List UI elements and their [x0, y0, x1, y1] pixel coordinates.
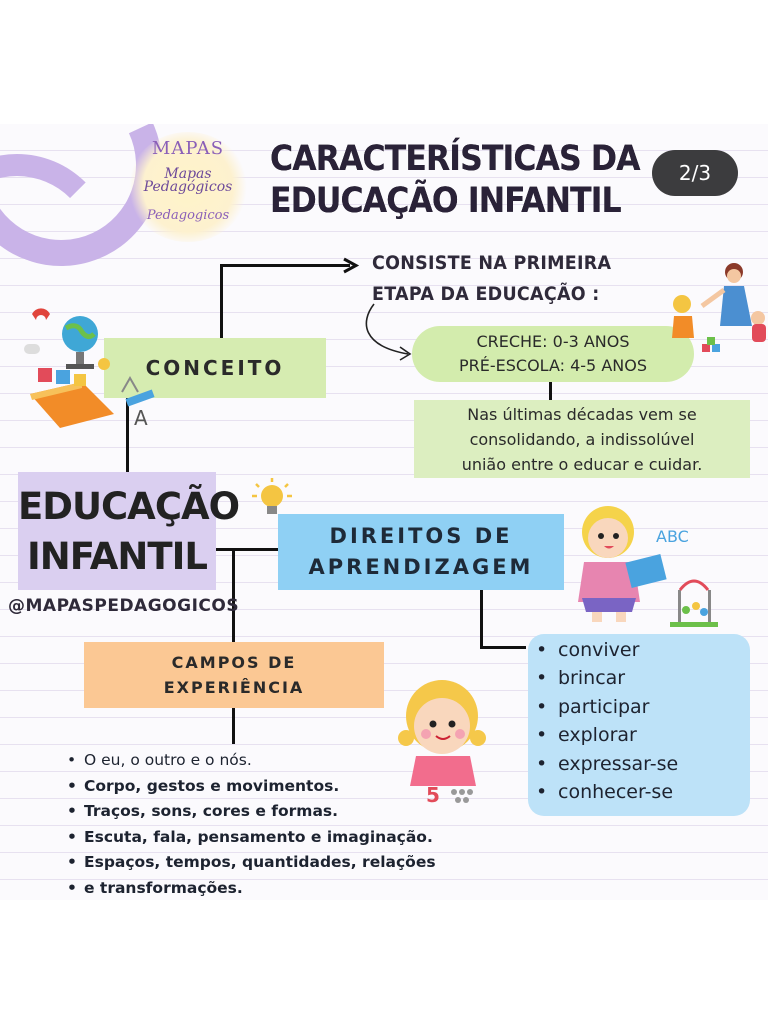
connector: [220, 264, 223, 340]
logo-text-mid-2: Pedagógicos: [143, 179, 233, 195]
concept-note-line-1: Nas últimas décadas vem se: [467, 405, 697, 424]
number-five: 5: [426, 783, 440, 807]
brand-logo: [128, 132, 248, 242]
learning-rights-label-2: APRENDIZAGEM: [308, 555, 534, 579]
infographic-card: [0, 124, 768, 900]
connector: [216, 548, 280, 551]
pencil-icon: [122, 388, 162, 408]
logo-text-top: MAPAS: [151, 138, 225, 159]
reading-child-illustration: [574, 502, 724, 632]
learning-rights-list: [528, 634, 750, 816]
concept-note-box: [414, 400, 750, 478]
list-item: • Corpo, gestos e movimentos.: [66, 774, 526, 800]
central-topic-line-2: INFANTIL: [27, 535, 207, 578]
list-item: • e transformações.: [66, 876, 526, 900]
concept-note-line-3: união entre o educar e cuidar.: [461, 455, 703, 474]
title-line-2: EDUCAÇÃO INFANTIL: [270, 181, 621, 221]
page-indicator-badge: 2/3: [652, 150, 738, 196]
list-item: • conviver: [528, 636, 750, 664]
list-item: • O eu, o outro e o nós.: [66, 748, 526, 774]
concept-note-line-2: consolidando, a indissolúvel: [469, 430, 695, 449]
central-topic-box: [18, 472, 240, 590]
connector: [549, 382, 552, 400]
concept-box: CONCEITO: [104, 338, 326, 398]
connector: [480, 646, 526, 649]
experience-fields-box: [84, 642, 384, 708]
list-item: • conhecer-se: [528, 778, 750, 806]
concept-statement-line-1: CONSISTE NA PRIMEIRA: [372, 252, 612, 274]
logo-text-mid: [128, 168, 248, 194]
abc-letters: ABC: [656, 527, 689, 546]
list-item: • Traços, sons, cores e formas.: [66, 799, 526, 825]
title-line-1: CARACTERÍSTICAS DA: [270, 139, 640, 179]
lightbulb-icon: [250, 476, 296, 524]
connector: [220, 264, 350, 267]
concept-statement: [372, 248, 611, 310]
list-item: • explorar: [528, 721, 750, 749]
age-range-creche: CRECHE: 0-3 ANOS: [476, 332, 630, 351]
central-topic-line-1: EDUCAÇÃO: [18, 485, 240, 528]
experience-fields-label-2: EXPERIÊNCIA: [163, 678, 305, 697]
learning-rights-box: [278, 514, 564, 590]
concept-statement-line-2: ETAPA DA EDUCAÇÃO :: [372, 283, 600, 305]
logo-text-mid-1: Mapas: [164, 166, 212, 182]
connector: [232, 708, 235, 744]
page-title: [270, 138, 648, 222]
age-ranges-box: [412, 326, 694, 382]
smiling-child-illustration: [390, 676, 500, 806]
list-item: • Escuta, fala, pensamento e imaginação.: [66, 825, 526, 851]
experience-fields-label-1: CAMPOS DE: [171, 653, 297, 672]
list-item: • brincar: [528, 664, 750, 692]
logo-text-bottom: Pedagogicos: [146, 208, 230, 223]
list-item: • participar: [528, 693, 750, 721]
connector: [480, 590, 483, 648]
age-range-preschool: PRÉ-ESCOLA: 4-5 ANOS: [459, 356, 647, 375]
family-illustration: [662, 260, 768, 356]
letter-a-decoration: A: [134, 406, 148, 430]
author-handle: @MAPASPEDAGOGICOS: [8, 596, 240, 616]
arrow-right-icon: [342, 257, 360, 275]
list-item: • Espaços, tempos, quantidades, relações: [66, 850, 526, 876]
learning-rights-label-1: DIREITOS DE: [329, 524, 513, 548]
curved-arrow-icon: [360, 302, 420, 372]
list-item: • expressar-se: [528, 750, 750, 778]
